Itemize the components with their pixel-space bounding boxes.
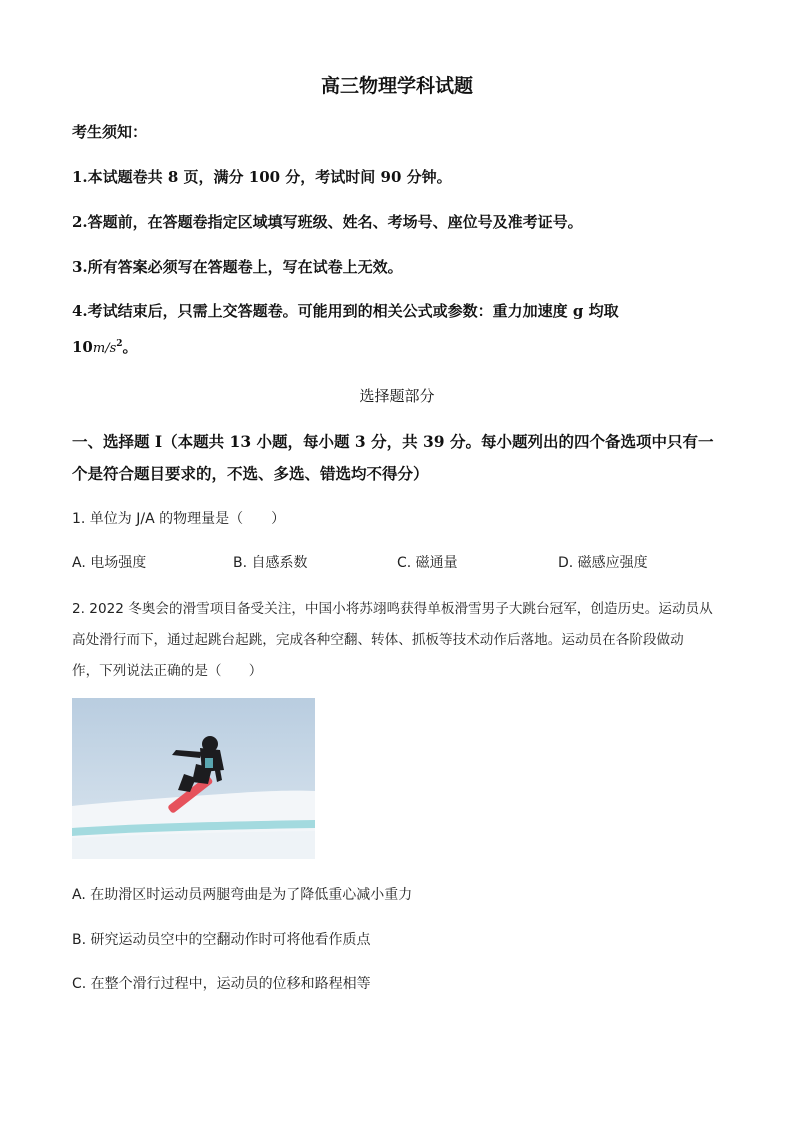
notice-item-2: 2.答题前，在答题卷指定区域填写班级、姓名、考场号、座位号及准考证号。 xyxy=(72,213,583,231)
q2-stem-line-2: 高处滑行而下，通过起跳台起跳，完成各种空翻、转体、抓板等技术动作后落地。运动员在各阶段做动 xyxy=(72,632,684,648)
formula-unit-s: s xyxy=(109,341,117,356)
q1-stem: 1. 单位为 J/A 的物理量是（ ） xyxy=(72,511,286,527)
notice-item-3: 3.所有答案必须写在答题卷上，写在试卷上无效。 xyxy=(72,258,403,276)
formula-value: 10 xyxy=(72,338,93,356)
q2-option-b: B. 研究运动员空中的空翻动作时可将他看作质点 xyxy=(72,932,371,948)
snowboarder-illustration xyxy=(72,698,315,859)
formula-end: 。 xyxy=(122,338,138,356)
q1-option-b: B. 自感系数 xyxy=(233,555,308,571)
q2-option-a: A. 在助滑区时运动员两腿弯曲是为了降低重心减小重力 xyxy=(72,887,413,903)
q1-option-a: A. 电场强度 xyxy=(72,555,147,571)
formula-unit-m: m xyxy=(92,341,106,356)
part1-line-2: 个是符合题目要求的，不选、多选、错选均不得分） xyxy=(72,464,429,483)
notice-heading: 考生须知： xyxy=(72,123,148,141)
snowboarder-photo xyxy=(72,698,315,859)
formula-exponent: 2 xyxy=(116,339,123,349)
section-title: 选择题部分 xyxy=(359,387,435,405)
q2-stem-line-1: 2. 2022 冬奥会的滑雪项目备受关注，中国小将苏翊鸣获得单板滑雪男子大跳台冠军，创造历史。运动员从 xyxy=(72,601,713,617)
q1-option-d: D. 磁感应强度 xyxy=(558,555,648,571)
q2-stem-line-3: 作，下列说法正确的是（ ） xyxy=(72,663,263,679)
formula-unit-slash: / xyxy=(105,341,110,356)
part1-line-1: 一、选择题 I（本题共 13 小题，每小题 3 分，共 39 分。每小题列出的四个备选项中只有一 xyxy=(72,432,714,451)
notice-item-4: 4.考试结束后，只需上交答题卷。可能用到的相关公式或参数：重力加速度 g 均取 xyxy=(72,302,619,320)
notice-item-1: 1.本试题卷共 8 页，满分 100 分，考试时间 90 分钟。 xyxy=(72,168,452,186)
page-title: 高三物理学科试题 xyxy=(320,75,473,97)
q2-option-c: C. 在整个滑行过程中，运动员的位移和路程相等 xyxy=(72,976,371,992)
gravity-formula xyxy=(72,336,138,357)
q1-option-c: C. 磁通量 xyxy=(397,555,458,571)
